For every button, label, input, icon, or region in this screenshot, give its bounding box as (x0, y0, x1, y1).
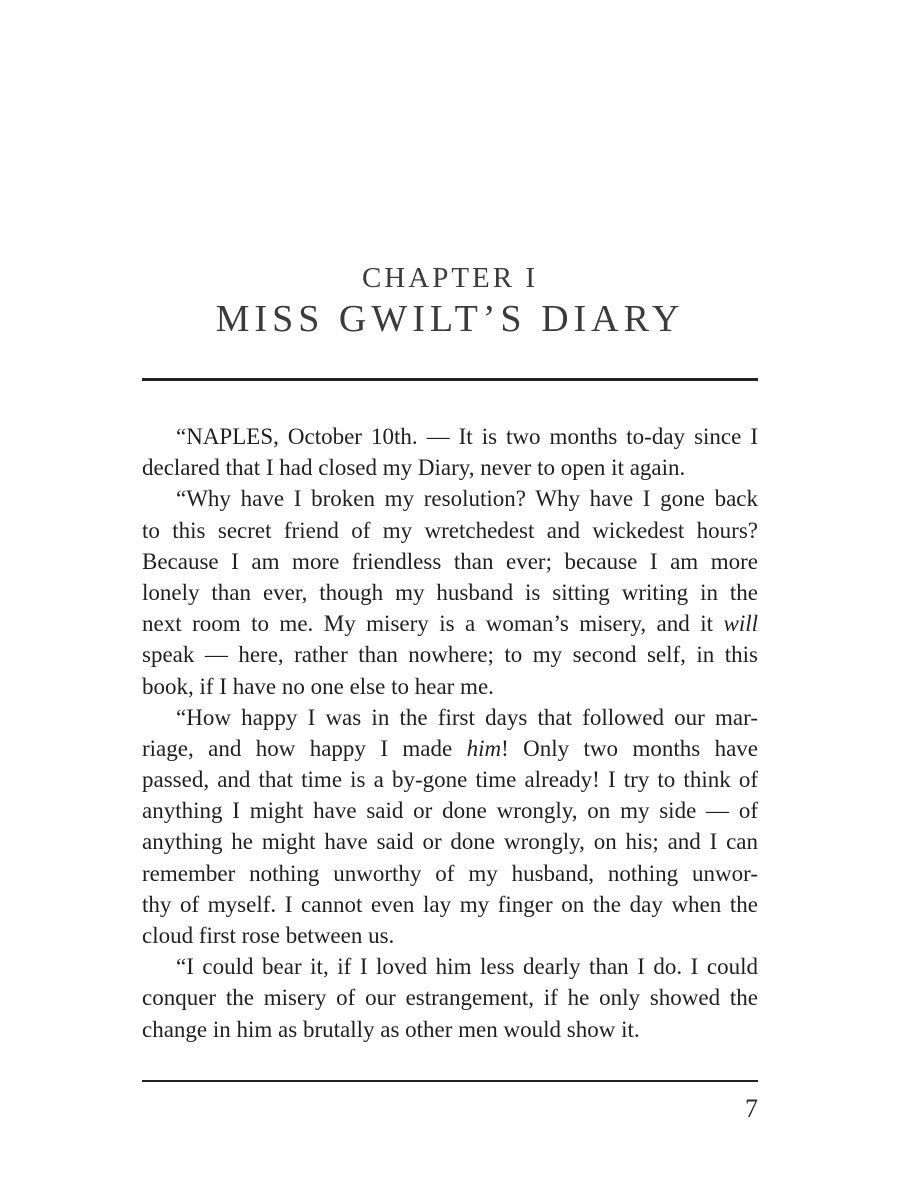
line-text: next room to me. My misery is a woman’s misery, and it (142, 611, 724, 637)
line-text: Because I am more friendless than ever; because I am more (142, 548, 758, 574)
text-line (142, 577, 758, 608)
text-line (142, 951, 758, 982)
line-text: speak — here, rather than nowhere; to my second self, in this (142, 642, 758, 668)
text-line (142, 858, 758, 889)
page-number: 7 (745, 1094, 758, 1123)
line-text: “I could bear it, if I loved him less dearly than I do. I could (176, 954, 758, 980)
italic-emphasis: him (466, 735, 502, 761)
line-text: to this secret friend of my wretchedest and wickedest hours? (142, 517, 758, 543)
text-line (142, 608, 758, 639)
text-line (142, 982, 758, 1013)
line-text: “How happy I was in the first days that followed our mar- (176, 704, 758, 730)
line-text: riage, and how happy I made (142, 735, 467, 761)
text-line (142, 483, 758, 514)
line-text: “Why have I broken my resolution? Why have I gone back (176, 486, 758, 512)
line-text: passed, and that time is a by-gone time already! I try to think of (142, 767, 758, 793)
line-text: anything I might have said or done wrongly, on my side — of (142, 798, 758, 824)
text-line (142, 452, 758, 483)
line-text: cloud first rose between us. (142, 923, 395, 948)
bottom-divider (142, 1080, 758, 1082)
text-line (142, 421, 758, 452)
line-text: change in him as brutally as other men would show it. (142, 1016, 640, 1042)
line-text: declared that I had closed my Diary, never to open it again. (142, 455, 686, 481)
top-divider (142, 378, 758, 381)
text-line (142, 515, 758, 546)
chapter-label: CHAPTER I (361, 262, 539, 294)
text-line (142, 546, 758, 577)
line-text: lonely than ever, though my husband is sitting writing in the (142, 579, 758, 605)
line-text: thy of myself. I cannot even lay my finger on the day when the (142, 891, 758, 917)
line-text: conquer the misery of our estrangement, if he only showed the (142, 985, 758, 1011)
text-line (142, 826, 758, 857)
line-text: “NAPLES, October 10th. — It is two months to-day since I (176, 424, 758, 449)
text-line (142, 733, 758, 764)
line-text: anything he might have said or done wrongly, on his; and I can (142, 829, 758, 855)
text-line (142, 639, 758, 670)
text-line (142, 889, 758, 920)
line-text: book, if I have no one else to hear me. (142, 673, 494, 699)
line-text: remember nothing unworthy of my husband, nothing unwor- (142, 860, 758, 886)
text-line (142, 764, 758, 795)
chapter-title: MISS GWILT’S DIARY (215, 298, 685, 340)
diary-body (142, 421, 758, 1045)
text-line (142, 795, 758, 826)
text-line (142, 920, 758, 951)
text-line (142, 1014, 758, 1045)
text-line (142, 702, 758, 733)
line-text: ! Only two months have (501, 735, 758, 761)
text-line (142, 671, 758, 702)
italic-emphasis: will (723, 611, 758, 637)
